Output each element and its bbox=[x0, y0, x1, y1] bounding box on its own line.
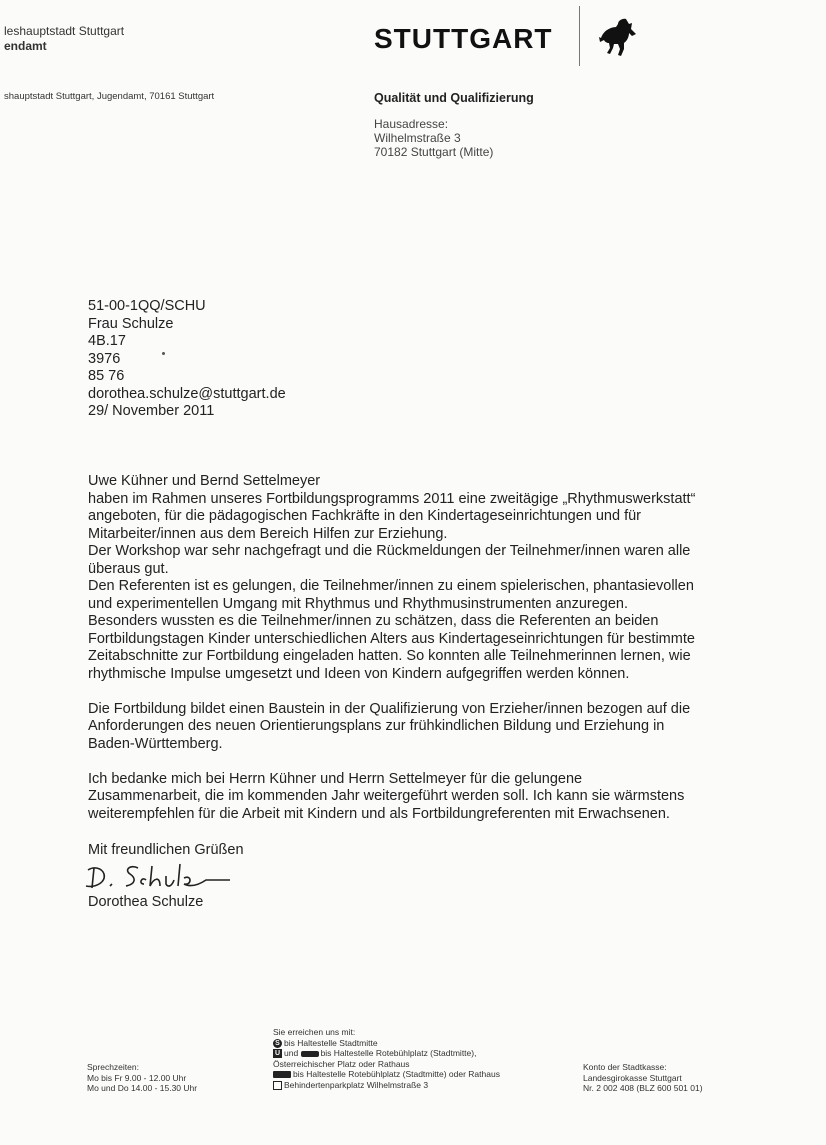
bank-details bbox=[583, 1062, 703, 1094]
logo-wordmark: STUTTGART bbox=[374, 23, 553, 54]
body-line: Zeitabschnitte zur Fortbildung eingeladen hatten. So konnten alle Teilnehmerinnen lernen, wie bbox=[88, 648, 691, 664]
hours-title: Sprechzeiten: bbox=[87, 1062, 139, 1072]
body-line: Ich bedanke mich bei Herrn Kühner und Herrn Settelmeyer für die gelungene bbox=[88, 770, 583, 787]
hours-line: Mo und Do 14.00 - 15.30 Uhr bbox=[87, 1083, 198, 1093]
logo-divider bbox=[579, 6, 580, 66]
transit-text: Behindertenparkplatz Wilhelmstraße 3 bbox=[284, 1079, 429, 1090]
body-line: Uwe Kühner und Bernd Settelmeyer bbox=[88, 473, 321, 489]
transit-line bbox=[273, 1038, 500, 1049]
body-line: weiterempfehlen für die Arbeit mit Kindern und als Fortbildungreferenten mit Erwachsenen. bbox=[88, 805, 670, 822]
bank-name: Landesgirokasse Stuttgart bbox=[583, 1072, 682, 1083]
transit-line bbox=[273, 1069, 500, 1080]
contact-room: 4B.17 bbox=[88, 333, 126, 349]
body-line: haben im Rahmen unseres Fortbildungsprogramms 2011 eine zweitägige „Rhythmuswerkstatt“ bbox=[88, 490, 696, 507]
city-logo bbox=[374, 12, 640, 66]
reference-code: 51-00-1QQ/SCHU bbox=[88, 298, 206, 314]
body-line: Der Workshop war sehr nachgefragt und die Rückmeldungen der Teilnehmer/innen waren alle bbox=[88, 543, 691, 559]
signer-name: Dorothea Schulze bbox=[88, 894, 204, 910]
contact-name: Frau Schulze bbox=[88, 315, 174, 332]
body-line: Baden-Württemberg. bbox=[88, 735, 223, 752]
address-label: Hausadresse: bbox=[374, 117, 449, 131]
horse-logo-icon bbox=[596, 15, 640, 59]
parking-icon bbox=[273, 1081, 282, 1090]
tram-icon bbox=[273, 1071, 291, 1078]
contact-phone: 3976 bbox=[88, 350, 121, 367]
u-bahn-icon: U bbox=[274, 1050, 281, 1058]
transit-line: Österreichischer Platz oder Rathaus bbox=[273, 1058, 410, 1069]
body-line: Zusammenarbeit, die im kommenden Jahr weitergeführt werden soll. Ich kann sie wärmstens bbox=[88, 788, 685, 804]
reference-block bbox=[88, 298, 286, 421]
body-line: rhythmische Impulse umgesetzt und Ideen von Kindern aufgegriffen werden können. bbox=[88, 665, 630, 682]
body-line: Den Referenten ist es gelungen, die Teilnehmer/innen zu einem spielerischen, phantasievollen bbox=[88, 578, 694, 594]
s-bahn-icon: S bbox=[273, 1039, 282, 1048]
sender-department: endamt bbox=[4, 39, 47, 53]
office-name: Qualität und Qualifizierung bbox=[374, 91, 534, 105]
hours-line: Mo bis Fr 9.00 - 12.00 Uhr bbox=[87, 1072, 187, 1083]
handwritten-signature bbox=[80, 858, 250, 894]
transit-text: bis Haltestelle Rotebühlplatz (Stadtmitte) oder Rathaus bbox=[293, 1069, 500, 1079]
transit-line bbox=[273, 1080, 500, 1091]
bank-account: Nr. 2 002 408 (BLZ 600 501 01) bbox=[583, 1083, 703, 1093]
letter-date: 29/ November 2011 bbox=[88, 403, 215, 419]
body-line: angeboten, für die pädagogischen Fachkräfte in den Kindertageseinrichtungen und für bbox=[88, 508, 642, 524]
contact-fax: 85 76 bbox=[88, 368, 125, 384]
body-line: Fortbildungstagen Kinder unterschiedlichen Alters aus Kindertageseinrichtungen für bestimmte bbox=[88, 630, 695, 647]
body-line: Die Fortbildung bildet einen Baustein in der Qualifizierung von Erzieher/innen bezogen auf die bbox=[88, 700, 691, 717]
transit-info bbox=[273, 1027, 500, 1090]
bus-icon bbox=[301, 1051, 319, 1057]
body-line: Anforderungen des neuen Orientierungsplans zur frühkindlichen Bildung und Erziehung in bbox=[88, 718, 665, 734]
transit-title: Sie erreichen uns mit: bbox=[273, 1027, 356, 1037]
body-line: überaus gut. bbox=[88, 560, 169, 577]
sender-org-name: leshauptstadt Stuttgart bbox=[4, 24, 125, 38]
body-line: und experimentellen Umgang mit Rhythmus und Rhythmusinstrumenten anzuregen. bbox=[88, 595, 629, 612]
sender-organization bbox=[4, 24, 124, 54]
office-hours bbox=[87, 1062, 197, 1094]
closing-salutation: Mit freundlichen Grüßen bbox=[88, 842, 244, 858]
address-street: Wilhelmstraße 3 bbox=[374, 131, 461, 145]
body-line: Besonders wussten es die Teilnehmer/innen zu schätzen, dass die Referenten an beiden bbox=[88, 613, 659, 629]
letter-body bbox=[88, 473, 758, 823]
transit-line bbox=[273, 1048, 500, 1059]
office-address bbox=[374, 117, 493, 159]
transit-text: und bbox=[284, 1048, 299, 1058]
address-city: 70182 Stuttgart (Mitte) bbox=[374, 145, 494, 159]
bank-title: Konto der Stadtkasse: bbox=[583, 1062, 667, 1072]
return-address-line: shauptstadt Stuttgart, Jugendamt, 70161 Stuttgart bbox=[4, 91, 215, 102]
paper-speck bbox=[162, 352, 165, 355]
transit-text: bis Haltestelle Rotebühlplatz (Stadtmitte), bbox=[320, 1048, 477, 1058]
contact-email: dorothea.schulze@stuttgart.de bbox=[88, 385, 286, 402]
body-line: Mitarbeiter/innen aus dem Bereich Hilfen zur Erziehung. bbox=[88, 525, 448, 542]
transit-text: bis Haltestelle Stadtmitte bbox=[284, 1037, 378, 1048]
